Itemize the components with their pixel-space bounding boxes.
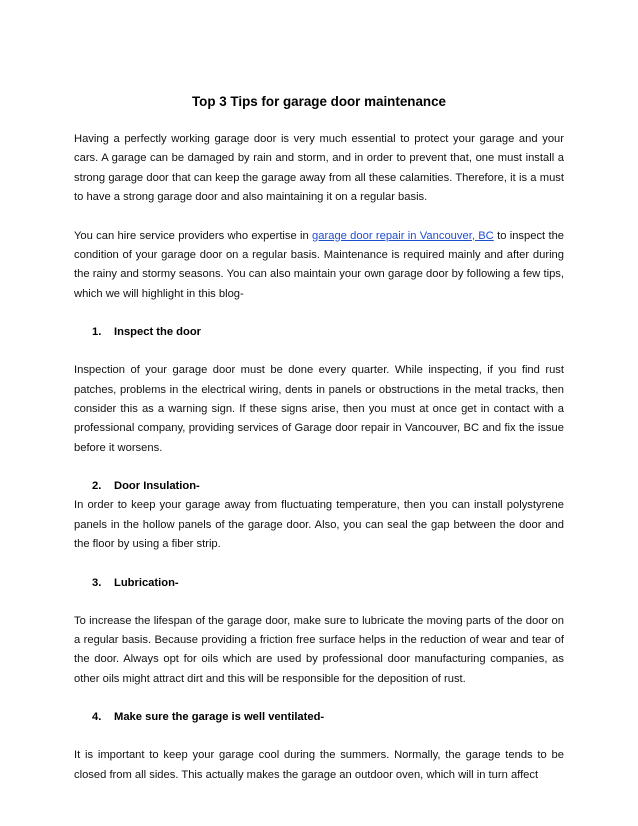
tip-2-body: In order to keep your garage away from fluctuating temperature, then you can install polystyrene panels in the hollow panels of the garage door. Also, you can seal the gap between the door and the floor by using a fiber strip. <box>74 499 564 551</box>
tip-1-body: Inspection of your garage door must be done every quarter. While inspecting, if you find rust patches, problems in the electrical wiring, dents in panels or obstructions in the metal tracks, then consider this as a warning sign. If these signs arise, then you must at once get in contact with a professional company, providing services of Garage door repair in Vancouver, BC and fix the issue before it worsens. <box>74 364 564 454</box>
tip-4-title: Make sure the garage is well ventilated- <box>114 711 325 724</box>
tip-4-heading <box>74 708 564 727</box>
intro-paragraph-2-end: to inspect the condition of your garage door on a regular basis. Maintenance is required mainly and after during the rainy and stormy seasons. You can also maintain your own garage door by following a few tips, which we will highlight in this blog- <box>74 229 565 300</box>
tip-3-heading <box>74 574 564 593</box>
tip-2-number: 2. <box>92 480 102 493</box>
tip-2-title: Door Insulation- <box>114 480 200 493</box>
intro-paragraph-1: Having a perfectly working garage door is very much essential to protect your garage and your cars. A garage can be damaged by rain and storm, and in order to prevent that, one must install a strong garage door that can keep the garage away from all these calamities. Therefore, it is a must to have a strong garage door and also maintaining it on a regular basis. <box>74 133 564 204</box>
tip-4-body: It is important to keep your garage cool during the summers. Normally, the garage tends to be closed from all sides. This actually makes the garage an outdoor oven, which will in turn affect <box>74 749 564 781</box>
document-page <box>74 93 564 804</box>
tip-3-title: Lubrication- <box>114 576 179 589</box>
tip-1-number: 1. <box>92 326 102 339</box>
intro-paragraph-2-start: You can hire service providers who expertise in <box>74 229 313 242</box>
tip-4-number: 4. <box>92 711 102 724</box>
tip-1-title: Inspect the door <box>114 326 202 339</box>
garage-door-repair-link[interactable]: garage door repair in Vancouver, BC <box>312 229 494 242</box>
document-title: Top 3 Tips for garage door maintenance <box>192 94 446 109</box>
tip-3-number: 3. <box>92 576 102 589</box>
tip-1-heading <box>74 323 564 342</box>
intro-paragraph-2 <box>74 227 564 305</box>
tip-2-heading <box>74 477 564 496</box>
tip-3-body: To increase the lifespan of the garage door, make sure to lubricate the moving parts of the door on a regular basis. Because providing a friction free surface helps in the reduction of wear and tear of the door. Always opt for oils which are used by professional door manufacturing companies, as other oils might attract dirt and this will be responsible for the deposition of rust. <box>74 614 564 685</box>
